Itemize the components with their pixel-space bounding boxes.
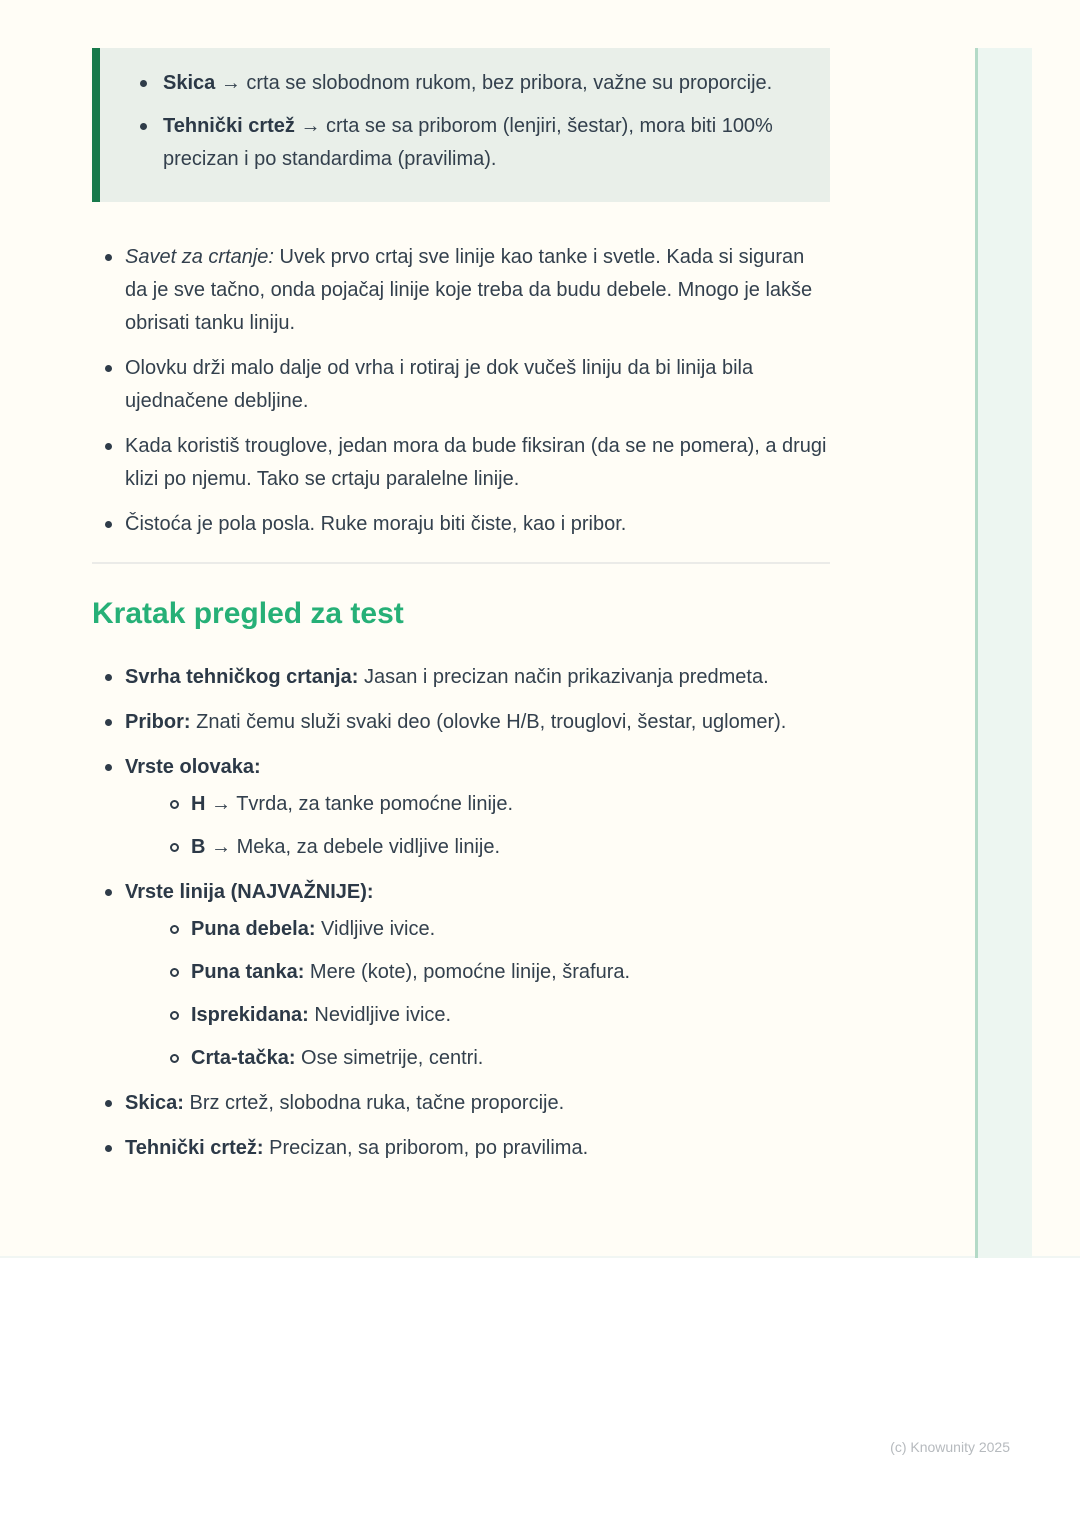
- item-text: Mere (kote), pomoćne linije, šrafura.: [309, 961, 631, 983]
- disc-bullet-icon: [105, 443, 112, 450]
- item-text: Znati čemu služi svaki deo (olovke H/B, trouglovi, šestar, uglomer).: [196, 711, 787, 733]
- sub-list-item: [125, 1042, 830, 1075]
- circle-bullet-icon: [170, 1054, 179, 1063]
- disc-bullet-icon: [105, 1145, 112, 1152]
- callout-item: [140, 67, 792, 100]
- list-item: [92, 876, 830, 1075]
- disc-bullet-icon: [105, 764, 112, 771]
- disc-bullet-icon: [140, 80, 147, 87]
- callout-item: [140, 110, 792, 176]
- list-item: [92, 751, 830, 864]
- callout-item-lead: Skica: [163, 72, 216, 94]
- tip-text: Olovku drži malo dalje od vrha i rotiraj je dok vučeš liniju da bi linija bila ujednačene debljine.: [125, 357, 754, 412]
- item-lead: Puna tanka:: [191, 961, 305, 983]
- item-text: Brz crtež, slobodna ruka, tačne proporcije.: [189, 1092, 565, 1114]
- disc-bullet-icon: [105, 889, 112, 896]
- item-lead: Crta-tačka:: [191, 1047, 296, 1069]
- list-item: [92, 430, 830, 496]
- sub-list-item: [125, 788, 830, 821]
- list-item: [92, 1132, 830, 1165]
- copyright-note: (c) Knowunity 2025: [890, 1439, 1010, 1455]
- circle-bullet-icon: [170, 925, 179, 934]
- disc-bullet-icon: [105, 521, 112, 528]
- tip-text: Kada koristiš trouglove, jedan mora da bude fiksiran (da se ne pomera), a drugi klizi po njemu. Tako se crtaju paralelne linije.: [125, 435, 827, 490]
- item-text: Nevidljive ivice.: [314, 1004, 452, 1026]
- tips-list: [92, 241, 830, 541]
- list-item: [92, 241, 830, 340]
- circle-bullet-icon: [170, 968, 179, 977]
- sub-list-item: [125, 913, 830, 946]
- callout-box: [92, 48, 830, 202]
- page-edge-strip: [975, 48, 1032, 1258]
- tip-lead: Savet za crtanje:: [125, 246, 274, 268]
- list-item: [92, 661, 830, 694]
- section-heading: Kratak pregled za test: [92, 597, 404, 630]
- item-lead: Vrste olovaka:: [125, 756, 261, 778]
- item-lead: B: [191, 836, 206, 858]
- sub-list-item: [125, 999, 830, 1032]
- section-divider: [92, 562, 830, 564]
- disc-bullet-icon: [105, 719, 112, 726]
- item-text: → Meka, za debele vidljive linije.: [211, 836, 501, 858]
- list-item: [92, 1087, 830, 1120]
- item-text: Jasan i precizan način prikazivanja predmeta.: [363, 666, 769, 688]
- callout-item-lead: Tehnički crtež: [163, 115, 295, 137]
- item-text: → Tvrda, za tanke pomoćne linije.: [211, 793, 514, 815]
- list-item: [92, 352, 830, 418]
- item-lead: Tehnički crtež:: [125, 1137, 264, 1159]
- circle-bullet-icon: [170, 800, 179, 809]
- circle-bullet-icon: [170, 843, 179, 852]
- disc-bullet-icon: [140, 123, 147, 130]
- item-lead: Svrha tehničkog crtanja:: [125, 666, 359, 688]
- callout-item-text: → crta se sa priborom (lenjiri, šestar), mora biti 100% precizan i po standardima (pravilima).: [163, 115, 773, 170]
- disc-bullet-icon: [105, 1100, 112, 1107]
- item-lead: Pribor:: [125, 711, 191, 733]
- item-text: Vidljive ivice.: [321, 918, 436, 940]
- callout-item-text: → crta se slobodnom rukom, bez pribora, važne su proporcije.: [220, 72, 773, 94]
- disc-bullet-icon: [105, 674, 112, 681]
- sub-list: [125, 913, 830, 1075]
- tip-text: Uvek prvo crtaj sve linije kao tanke i svetle. Kada si siguran da je sve tačno, onda pojačaj linije koje treba da budu debele. Mnogo je lakše obrisati tanku liniju.: [125, 246, 813, 334]
- item-lead: Isprekidana:: [191, 1004, 309, 1026]
- item-text: Precizan, sa priborom, po pravilima.: [269, 1137, 589, 1159]
- sub-list-item: [125, 831, 830, 864]
- item-lead: H: [191, 793, 206, 815]
- item-lead: Vrste linija (NAJVAŽNIJE):: [125, 881, 374, 903]
- disc-bullet-icon: [105, 365, 112, 372]
- tip-text: Čistoća je pola posla. Ruke moraju biti čiste, kao i pribor.: [125, 513, 627, 535]
- list-item: [92, 508, 830, 541]
- overview-list: [92, 661, 830, 1165]
- disc-bullet-icon: [105, 254, 112, 261]
- sub-list-item: [125, 956, 830, 989]
- document-content: [92, 48, 830, 1177]
- item-lead: Puna debela:: [191, 918, 316, 940]
- item-lead: Skica:: [125, 1092, 184, 1114]
- item-text: Ose simetrije, centri.: [301, 1047, 484, 1069]
- circle-bullet-icon: [170, 1011, 179, 1020]
- sub-list: [125, 788, 830, 864]
- list-item: [92, 706, 830, 739]
